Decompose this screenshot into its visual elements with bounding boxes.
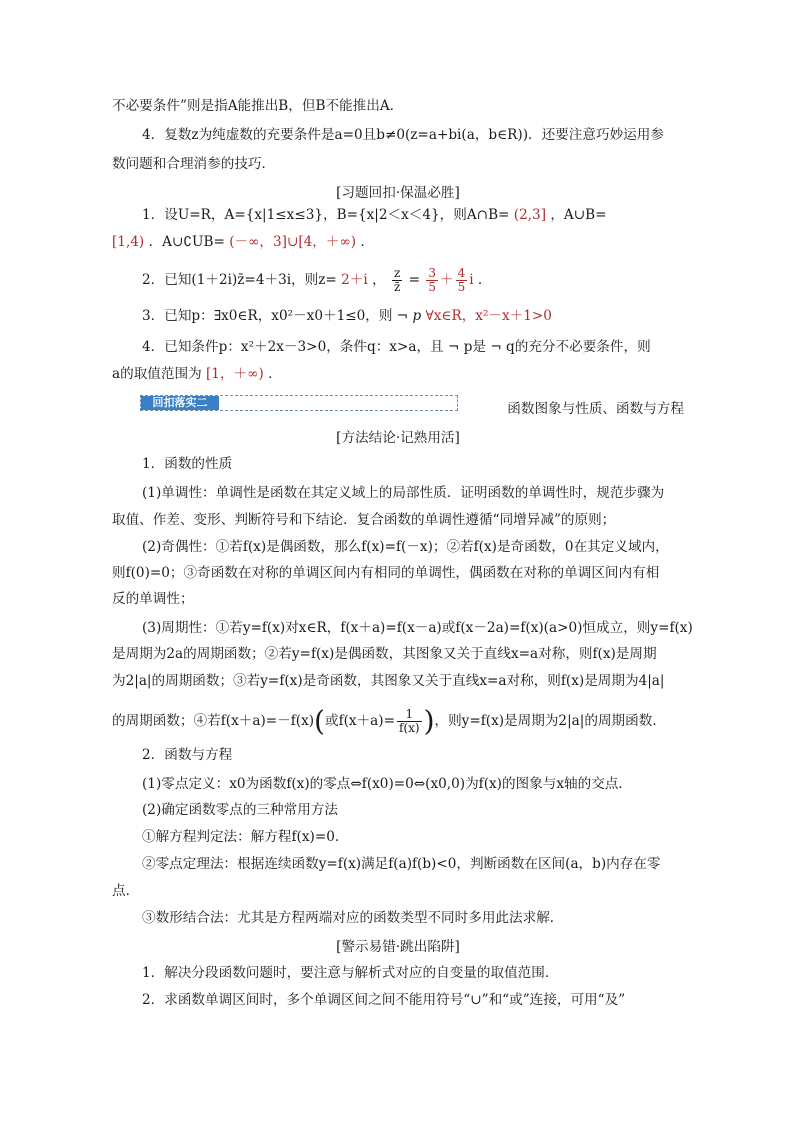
fraction xyxy=(392,267,402,294)
text-run: 的周期函数；④若f(x＋a)=－f(x) xyxy=(112,713,315,729)
numerator: 3 xyxy=(428,266,436,280)
subsection-title: 2．函数与方程 xyxy=(142,747,233,763)
negation-symbol: ¬ xyxy=(490,339,502,355)
text-line: 数问题和合理消参的技巧． xyxy=(112,156,276,172)
answer-blank: 2＋i xyxy=(341,272,368,288)
exercise-text: q的充分不必要条件，则 xyxy=(506,339,651,355)
answer-blank: [1，＋∞) xyxy=(206,366,264,382)
left-paren: ( xyxy=(314,704,325,738)
denominator: 5 xyxy=(457,280,466,294)
exercise-2 xyxy=(142,267,684,294)
numerator: z xyxy=(393,266,401,280)
answer-blank: (－∞，3]∪[4，＋∞) xyxy=(229,234,357,250)
exercise-text: p是 xyxy=(463,339,486,355)
text-line: ③数形结合法：尤其是方程两端对应的函数类型不同时多用此法求解． xyxy=(142,910,564,926)
exercise-text: ． xyxy=(268,366,282,382)
exercise-1 xyxy=(142,205,684,225)
text-line: 为2|a|的周期函数；③若y=f(x)是奇函数，其图象又关于直线x=a对称，则f(x)是周期为4|a| xyxy=(112,673,665,689)
exercise-4-cont xyxy=(112,364,684,384)
answer-blank: [1,4) xyxy=(112,234,145,250)
text-line: ①解方程判定法：解方程f(x)=0. xyxy=(142,829,340,845)
text-line: (2)奇偶性：①若f(x)是偶函数，那么f(x)=f(－x)；②若f(x)是奇函数，0在其定义域内， xyxy=(142,539,669,555)
numerator: 4 xyxy=(457,266,466,280)
exercise-text: 1．设U=R，A={x|1≤x≤3}，B={x|2＜x＜4}，则A∩B= xyxy=(142,207,510,223)
exercise-3 xyxy=(142,306,684,326)
right-paren: ) xyxy=(423,704,435,738)
exercise-4 xyxy=(142,337,684,357)
fraction xyxy=(456,267,468,294)
text-line: 是周期为2a的周期函数；②若y=f(x)是偶函数，其图象又关于直线x=a对称，则f(x)是周期 xyxy=(112,646,657,662)
negation-symbol: ¬ xyxy=(396,308,409,324)
fraction xyxy=(426,267,438,294)
section-tag xyxy=(140,395,458,411)
exercise-text: = xyxy=(408,272,421,288)
section-topic: 函数图象与性质、函数与方程 xyxy=(507,401,684,417)
exercise-text: ，A∪B= xyxy=(550,207,607,223)
section-tag-label: 回扣落实二 xyxy=(141,396,219,410)
section-heading: [习题回扣·保温必胜] xyxy=(336,185,460,201)
text-line: 4．复数z为纯虚数的充要条件是a=0且b≠0(z=a+bi(a，b∈R))．还要注意巧妙运用参 xyxy=(142,127,664,143)
text-line: 则f(0)=0；③奇函数在对称的单调区间内有相同的单调性，偶函数在对称的单调区间内有相 xyxy=(112,565,660,581)
exercise-text: ． xyxy=(477,272,492,288)
denominator: 5 xyxy=(428,280,436,294)
exercise-text: 3．已知p：∃x0∈R，x0²－x0＋1≤0，则 xyxy=(142,308,393,324)
text-line: 取值、作差、变形、判断符号和下结论．复合函数的单调性遵循“同增异减”的原则； xyxy=(112,512,616,528)
exercise-text: ．A∪∁UB= xyxy=(148,234,225,250)
exercise-text: ． xyxy=(360,234,375,250)
section-heading: [方法结论·记熟用活] xyxy=(336,430,460,446)
text-line: 1．解决分段函数问题时，要注意与解析式对应的自变量的取值范围． xyxy=(142,965,559,981)
exercise-text: 4．已知条件p：x²＋2x－3>0，条件q：x>a，且 xyxy=(142,339,444,355)
denominator: f(x) xyxy=(398,721,420,735)
section-heading: [警示易错·跳出陷阱] xyxy=(336,939,460,955)
exercise-1-cont xyxy=(112,232,684,252)
answer-blank: ∀x∈R，x²－x＋1>0 xyxy=(425,308,552,324)
text-line: (3)周期性：①若y=f(x)对x∈R，f(x＋a)=f(x－a)或f(x－2a)=f(x)(a>0)恒成立，则y=f(x) xyxy=(142,620,693,636)
exercise-text: ， xyxy=(372,272,386,288)
text-run: ，则y=f(x)是周期为2|a|的周期函数． xyxy=(434,713,666,729)
subsection-title: 1．函数的性质 xyxy=(142,456,233,472)
text-line: (2)确定函数零点的三种常用方法 xyxy=(142,802,338,818)
exercise-text: 2．已知(1＋2i)z̄=4＋3i，则z= xyxy=(142,272,337,288)
text-line: (1)单调性：单调性是函数在其定义域上的局部性质．证明函数的单调性时，规范步骤为 xyxy=(142,485,665,501)
denominator: z̄ xyxy=(393,280,401,294)
text-line: (1)零点定义：x0为函数f(x)的零点⇔f(x0)=0⇔(x0,0)为f(x)的图象与x轴的交点． xyxy=(142,776,632,792)
answer-blank: ＋ xyxy=(440,272,454,288)
text-line xyxy=(112,704,684,738)
negation-symbol: ¬ xyxy=(447,339,460,355)
text-line: 不必要条件”则是指A能推出B，但B不能推出A. xyxy=(112,98,394,114)
text-line: ②零点定理法：根据连续函数y=f(x)满足f(a)f(b)<0，判断函数在区间(a，b)内存在零 xyxy=(142,856,661,872)
numerator: 1 xyxy=(397,708,422,722)
exercise-text: p xyxy=(412,308,422,324)
text-line: 反的单调性； xyxy=(112,591,194,607)
answer-blank: (2,3] xyxy=(513,207,547,223)
exercise-text: a的取值范围为 xyxy=(112,366,202,382)
fraction xyxy=(397,708,422,735)
text-line: 2．求函数单调区间时，多个单调区间之间不能用符号“∪”和“或”连接，可用“及” xyxy=(142,992,626,1008)
text-run: 或f(x＋a)= xyxy=(324,713,395,729)
text-line: 点． xyxy=(112,883,140,899)
answer-blank: i xyxy=(469,272,474,288)
